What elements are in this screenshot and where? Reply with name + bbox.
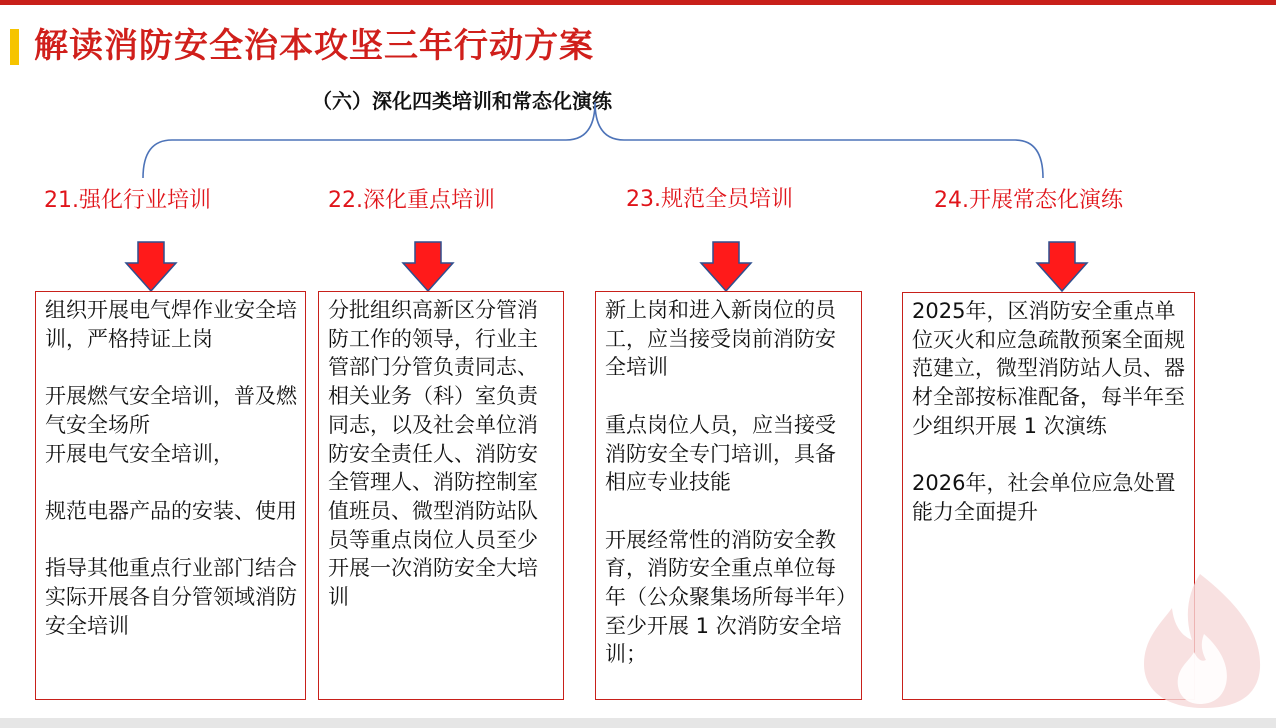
box-paragraph: 分批组织高新区分管消防工作的领导，行业主管部门分管负责同志、相关业务（科）室负责同志，以及社会单位消防安全责任人、消防安全管理人、消防控制室值班员、微型消防站队员等重点岗位人员至少开展一次消防安全大培训 (328, 298, 538, 610)
column-heading-24: 24.开展常态化演练 (934, 188, 1123, 213)
box-paragraph: 重点岗位人员，应当接受消防安全专门培训，具备相应专业技能 (605, 412, 836, 495)
content-box-23 (595, 291, 862, 700)
box-paragraph: 规范电器产品的安装、使用 (45, 498, 297, 523)
flame-icon (1138, 568, 1270, 710)
content-box-21 (35, 291, 306, 700)
box-paragraph: 2025年，区消防安全重点单位灭火和应急疏散预案全面规范建立，微型消防站人员、器材全部按标准配备，每半年至少组织开展 1 次演练 (912, 299, 1185, 438)
page-title: 解读消防安全治本攻坚三年行动方案 (34, 26, 594, 66)
section-subtitle: （六）深化四类培训和常态化演练 (312, 89, 612, 113)
column-heading-23: 23.规范全员培训 (626, 187, 793, 212)
content-box-22 (318, 291, 564, 700)
down-arrow-icon (1035, 241, 1089, 293)
box-paragraph: 开展燃气安全培训，普及燃气安全场所 开展电气安全培训， (45, 384, 297, 466)
box-paragraph: 2026年，社会单位应急处置能力全面提升 (912, 471, 1176, 524)
down-arrow-icon (699, 241, 753, 293)
column-heading-21: 21.强化行业培训 (44, 188, 211, 213)
brace-connector (0, 0, 1276, 200)
box-paragraph: 指导其他重点行业部门结合实际开展各自分管领域消防安全培训 (45, 556, 297, 638)
box-paragraph: 开展经常性的消防安全教育，消防安全重点单位每年（公众聚集场所每半年）至少开展 1 次消防安全培训； (605, 527, 847, 667)
down-arrow-icon (124, 241, 178, 293)
bottom-rule (0, 718, 1276, 728)
box-paragraph: 组织开展电气焊作业安全培训，严格持证上岗 (45, 298, 297, 351)
box-paragraph: 新上岗和进入新岗位的员工，应当接受岗前消防安全培训 (605, 298, 836, 380)
column-heading-22: 22.深化重点培训 (328, 188, 495, 213)
down-arrow-icon (401, 241, 455, 293)
